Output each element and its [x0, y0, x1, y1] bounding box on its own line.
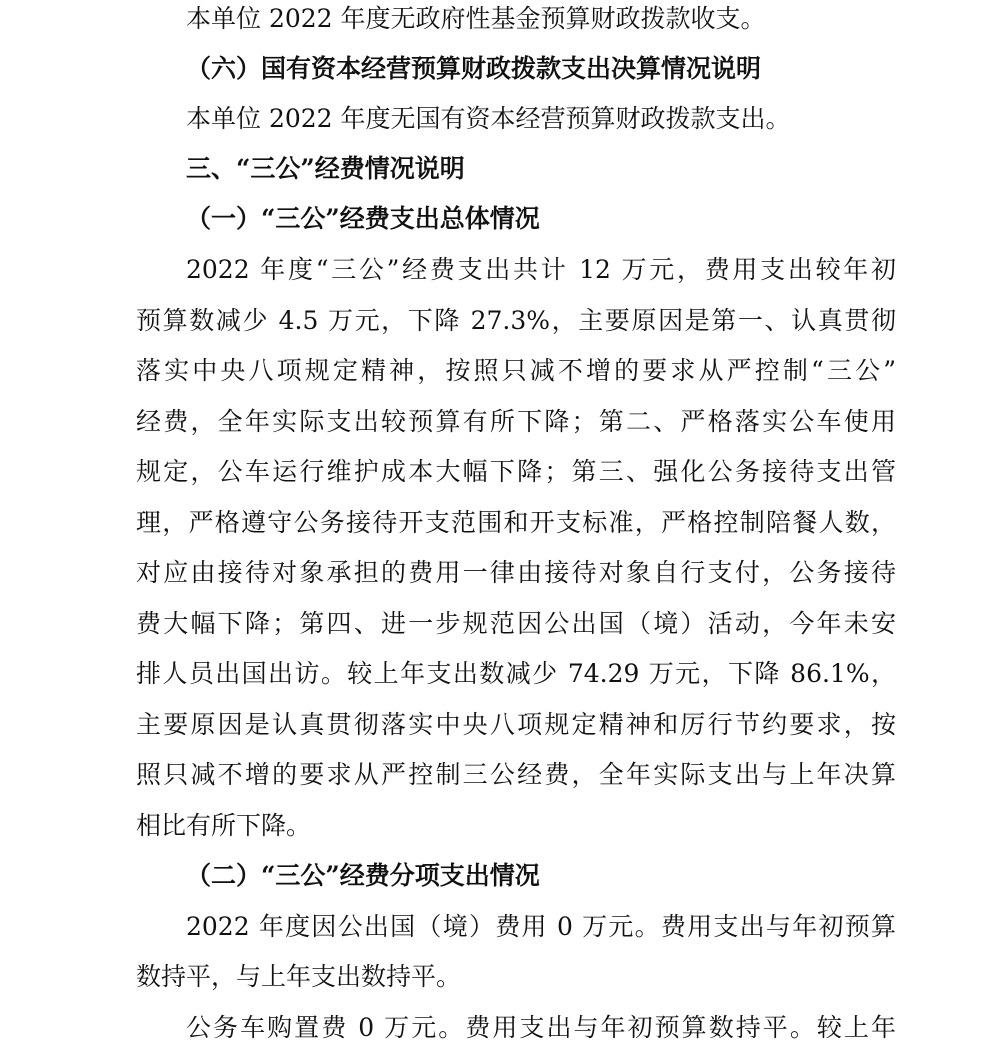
paragraph-overall-line-7: 对应由接待对象承担的费用一律由接待对象自行支付，公务接待 [136, 558, 896, 587]
paragraph-abroad-line-1: 2022 年度因公出国（境）费用 0 万元。费用支出与年初预算 [186, 912, 896, 941]
paragraph-overall-line-2: 预算数减少 4.5 万元，下降 27.3%，主要原因是第一、认真贯彻 [136, 306, 896, 335]
paragraph-overall-line-10: 主要原因是认真贯彻落实中央八项规定精神和厉行节约要求，按 [136, 710, 896, 739]
paragraph-line-2: 本单位 2022 年度无国有资本经营预算财政拨款支出。 [186, 104, 791, 133]
paragraph-overall-line-12: 相比有所下降。 [136, 811, 312, 840]
paragraph-overall-line-8: 费大幅下降；第四、进一步规范因公出国（境）活动，今年未安 [136, 609, 896, 638]
section-heading-6: （六）国有资本经营预算财政拨款支出决算情况说明 [186, 54, 762, 83]
section-heading-three-public: 三、“三公”经费情况说明 [186, 154, 465, 183]
paragraph-overall-line-5: 规定，公车运行维护成本大幅下降；第三、强化公务接待支出管 [136, 457, 896, 486]
paragraph-abroad-line-2: 数持平，与上年支出数持平。 [136, 962, 462, 991]
subsection-heading-1: （一）“三公”经费支出总体情况 [186, 204, 540, 233]
paragraph-overall-line-6: 理，严格遵守公务接待开支范围和开支标准，严格控制陪餐人数， [136, 508, 896, 537]
paragraph-overall-line-3: 落实中央八项规定精神，按照只减不增的要求从严控制“三公” [136, 356, 896, 385]
subsection-heading-2: （二）“三公”经费分项支出情况 [186, 861, 540, 890]
paragraph-overall-line-9: 排人员出国出访。较上年支出数减少 74.29 万元，下降 86.1%， [136, 659, 896, 688]
paragraph-vehicle-line-1: 公务车购置费 0 万元。费用支出与年初预算数持平。较上年 [186, 1013, 896, 1042]
paragraph-line-1: 本单位 2022 年度无政府性基金预算财政拨款收支。 [186, 4, 766, 33]
paragraph-overall-line-11: 照只减不增的要求从严控制三公经费，全年实际支出与上年决算 [136, 760, 896, 789]
paragraph-overall-line-4: 经费，全年实际支出较预算有所下降；第二、严格落实公车使用 [136, 407, 896, 436]
paragraph-overall-line-1: 2022 年度“三公”经费支出共计 12 万元，费用支出较年初 [186, 255, 896, 284]
